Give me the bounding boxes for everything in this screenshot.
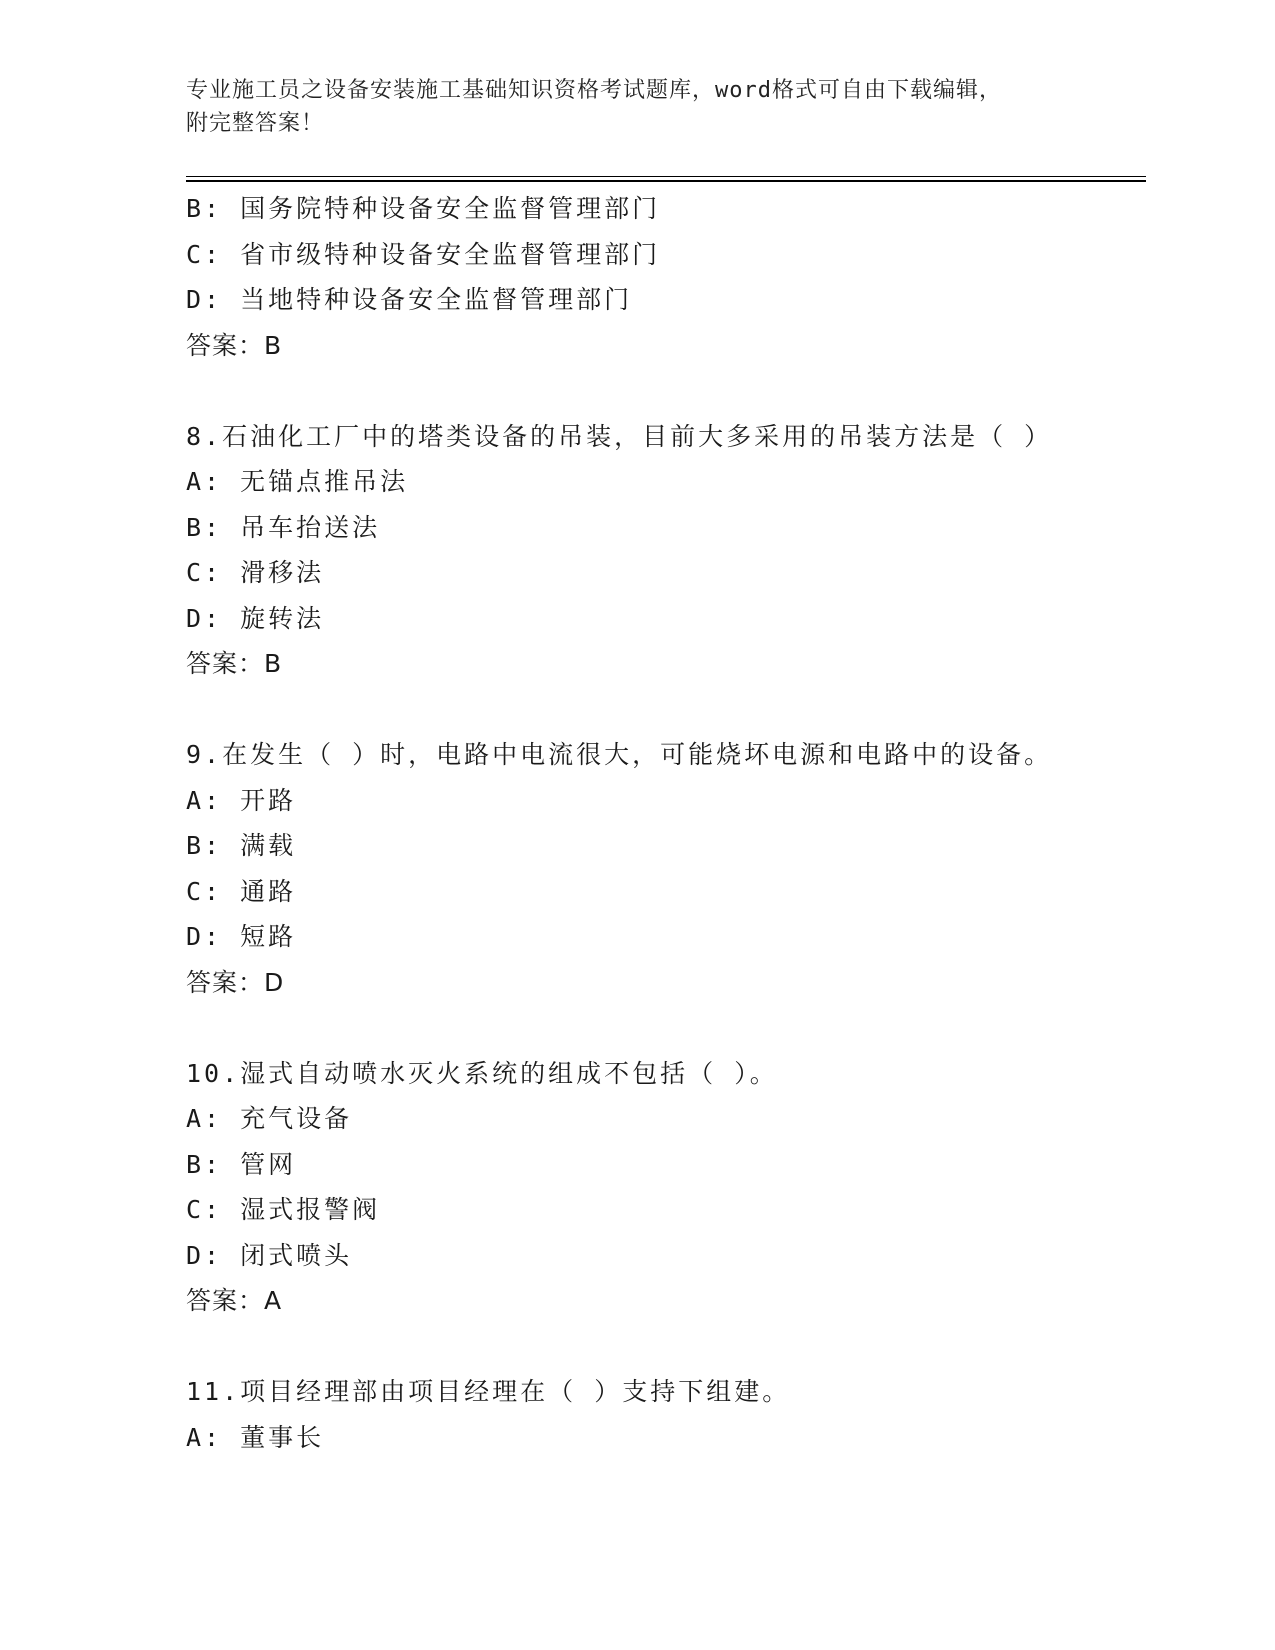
answer: 答案：D xyxy=(186,967,285,997)
option-d: D: 闭式喷头 xyxy=(186,1240,353,1270)
spacer xyxy=(186,687,1146,733)
question-11 xyxy=(186,1369,1146,1460)
header-line-1: 专业施工员之设备安装施工基础知识资格考试题库，word格式可自由下载编辑， xyxy=(186,78,1002,103)
header-line-2: 附完整答案！ xyxy=(186,111,325,136)
option-b: B: 管网 xyxy=(186,1149,297,1179)
option-b: B: 满载 xyxy=(186,831,297,860)
option-a: A: 董事长 xyxy=(186,1422,325,1452)
option-c: C: 省市级特种设备安全监督管理部门 xyxy=(186,239,661,269)
option-a: A: 充气设备 xyxy=(186,1104,353,1133)
question-stem: 8.石油化工厂中的塔类设备的吊装，目前大多采用的吊装方法是（ ） xyxy=(186,421,1053,451)
question-9 xyxy=(186,732,1146,1005)
question-7-continuation xyxy=(186,186,1146,368)
option-b: B: 国务院特种设备安全监督管理部门 xyxy=(186,194,661,223)
question-10 xyxy=(186,1051,1146,1324)
spacer xyxy=(186,1005,1146,1051)
spacer xyxy=(186,368,1146,414)
question-stem: 9.在发生（ ）时，电路中电流很大，可能烧坏电源和电路中的设备。 xyxy=(186,740,1053,769)
option-b: B: 吊车抬送法 xyxy=(186,512,381,542)
header-divider-thick xyxy=(186,180,1146,182)
question-list xyxy=(186,186,1146,1460)
option-d: D: 当地特种设备安全监督管理部门 xyxy=(186,285,633,314)
option-a: A: 开路 xyxy=(186,785,297,815)
answer: 答案：A xyxy=(186,1286,283,1315)
option-d: D: 旋转法 xyxy=(186,603,325,633)
question-stem: 10.湿式自动喷水灭火系统的组成不包括（ ）。 xyxy=(186,1058,778,1088)
option-c: C: 湿式报警阀 xyxy=(186,1195,381,1224)
question-8 xyxy=(186,414,1146,687)
answer: 答案：B xyxy=(186,649,283,678)
option-c: C: 通路 xyxy=(186,876,297,906)
option-d: D: 短路 xyxy=(186,922,297,951)
header-divider-thin xyxy=(186,176,1146,177)
option-c: C: 滑移法 xyxy=(186,558,325,587)
answer: 答案：B xyxy=(186,330,283,360)
option-a: A: 无锚点推吊法 xyxy=(186,467,409,496)
question-stem: 11.项目经理部由项目经理在（ ）支持下组建。 xyxy=(186,1377,791,1406)
document-header xyxy=(186,74,1086,140)
spacer xyxy=(186,1324,1146,1370)
